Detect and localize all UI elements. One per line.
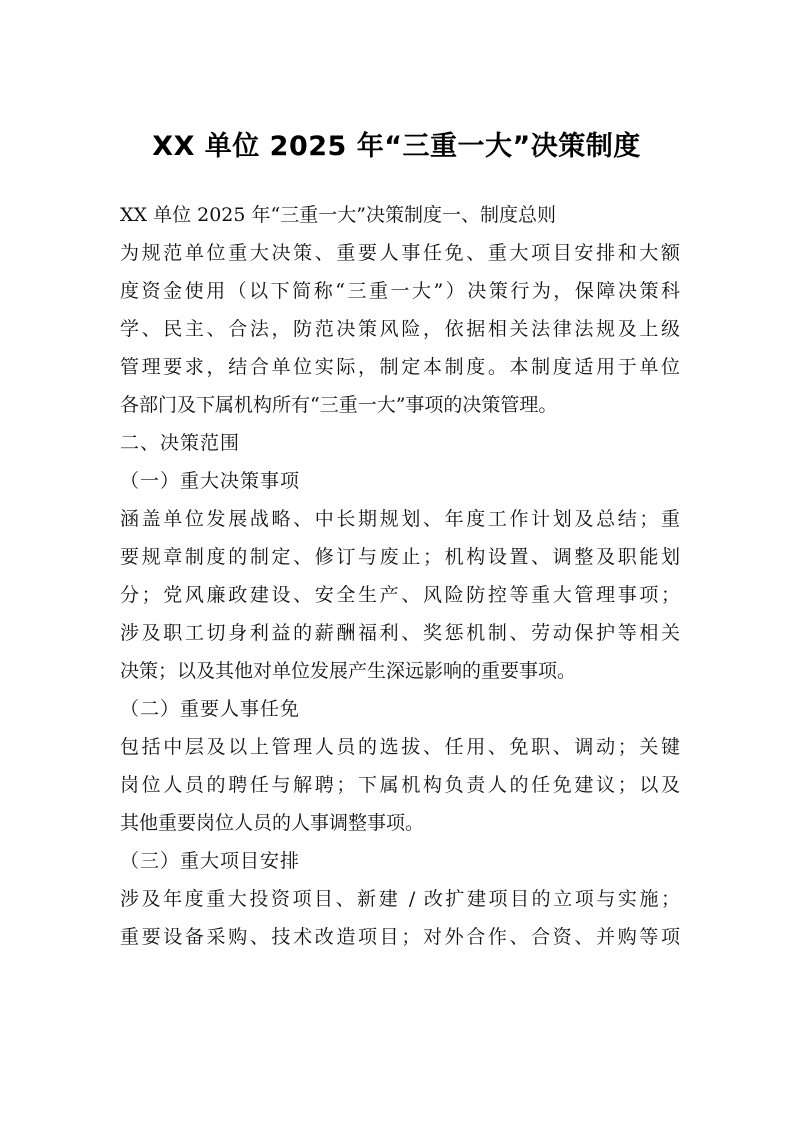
paragraph-line: 分；党风廉政建设、安全生产、风险防控等重大管理事项； [120, 584, 680, 606]
paragraph-line: 管理要求，结合单位实际，制定本制度。本制度适用于单位 [120, 356, 680, 378]
document-body [120, 196, 680, 956]
subsection-heading: （一）重大决策事项 [120, 470, 301, 492]
paragraph-line: 岗位人员的聘任与解聘；下属机构负责人的任免建议；以及 [120, 774, 680, 796]
paragraph-line: 度资金使用（以下简称“三重一大”）决策行为，保障决策科 [120, 280, 680, 302]
paragraph-line: 涉及年度重大投资项目、新建 / 改扩建项目的立项与实施； [120, 888, 680, 910]
paragraph-line: 学、民主、合法，防范决策风险，依据相关法律法规及上级 [120, 318, 680, 340]
paragraph-line: 重要设备采购、技术改造项目；对外合作、合资、并购等项 [120, 926, 680, 948]
document-title: XX 单位 2025 年“三重一大”决策制度 [152, 131, 641, 162]
section-heading: 二、决策范围 [120, 432, 241, 454]
paragraph-line: 为规范单位重大决策、重要人事任免、重大项目安排和大额 [120, 242, 680, 264]
paragraph-line: 决策；以及其他对单位发展产生深远影响的重要事项。 [120, 660, 577, 682]
subsection-heading: （三）重大项目安排 [120, 850, 301, 872]
paragraph-line: 包括中层及以上管理人员的选拔、任用、免职、调动；关键 [120, 736, 680, 758]
intro-line: XX 单位 2025 年“三重一大”决策制度一、制度总则 [120, 204, 556, 226]
subsection-heading: （二）重要人事任免 [120, 698, 301, 720]
paragraph-line: 涵盖单位发展战略、中长期规划、年度工作计划及总结；重 [120, 508, 680, 530]
paragraph-line: 各部门及下属机构所有“三重一大”事项的决策管理。 [120, 394, 558, 416]
paragraph-line: 涉及职工切身利益的薪酬福利、奖惩机制、劳动保护等相关 [120, 622, 680, 644]
paragraph-line: 要规章制度的制定、修订与废止；机构设置、调整及职能划 [120, 546, 680, 568]
paragraph-line: 其他重要岗位人员的人事调整事项。 [120, 812, 425, 834]
